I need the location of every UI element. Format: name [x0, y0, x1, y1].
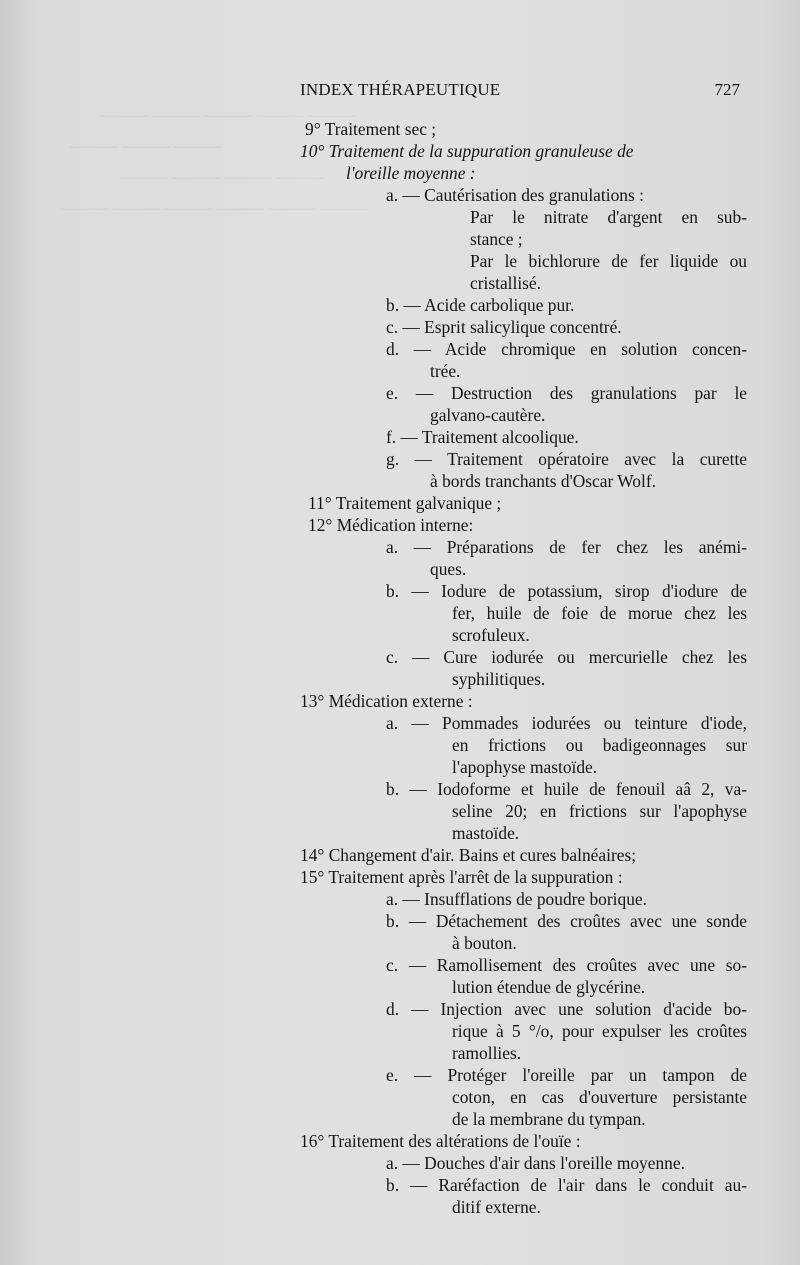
- text-line: à bords tranchants d'Oscar Wolf.: [430, 471, 656, 491]
- text-line: 14° Changement d'air. Bains et cures balnéaires;: [300, 845, 637, 865]
- text-line: c. — Ramollisement des croûtes avec une so-: [386, 955, 747, 975]
- text-line: lution étendue de glycérine.: [452, 977, 646, 997]
- text-line: f. — Traitement alcoolique.: [386, 427, 579, 447]
- text-line: de la membrane du tympan.: [452, 1109, 646, 1129]
- text-line: stance ;: [470, 229, 523, 249]
- text-line: 11° Traitement galvanique ;: [308, 493, 502, 513]
- text-line: b. — Acide carbolique pur.: [386, 295, 575, 315]
- text-line: l'oreille moyenne :: [346, 163, 476, 183]
- text-line: mastoïde.: [452, 823, 520, 843]
- text-line: ramollies.: [452, 1043, 522, 1063]
- text-line: à bouton.: [452, 933, 517, 953]
- text-line: d. — Acide chromique en solution concen-: [386, 339, 747, 359]
- text-line: a. — Cautérisation des granulations :: [386, 185, 644, 205]
- text-line: a. — Douches d'air dans l'oreille moyenne.: [386, 1153, 685, 1173]
- text-line: galvano-cautère.: [430, 405, 546, 425]
- text-line: l'apophyse mastoïde.: [452, 757, 598, 777]
- text-line: fer, huile de foie de morue chez les: [452, 603, 747, 623]
- text-line: b. — Raréfaction de l'air dans le conduit au-: [386, 1175, 747, 1195]
- text-line: rique à 5 °/o, pour expulser les croûtes: [452, 1021, 747, 1041]
- text-line: ques.: [430, 559, 467, 579]
- text-line: ditif externe.: [452, 1197, 541, 1217]
- text-line: g. — Traitement opératoire avec la curette: [386, 449, 747, 469]
- text-line: coton, en cas d'ouverture persistante: [452, 1087, 747, 1107]
- text-line: a. — Pommades iodurées ou teinture d'iode,: [386, 713, 747, 733]
- text-line: e. — Protéger l'oreille par un tampon de: [386, 1065, 747, 1085]
- text-line: 12° Médication interne:: [308, 515, 474, 535]
- text-line: 13° Médication externe :: [300, 691, 473, 711]
- text-line: 16° Traitement des altérations de l'ouïe :: [300, 1131, 581, 1151]
- text-line: b. — Iodoforme et huile de fenouil aâ 2, va-: [386, 779, 747, 799]
- text-line: d. — Injection avec une solution d'acide bo-: [386, 999, 747, 1019]
- text-line: Par le bichlorure de fer liquide ou: [470, 251, 747, 271]
- text-line: cristallisé.: [470, 273, 541, 293]
- running-header: [300, 80, 740, 102]
- text-line: seline 20; en frictions sur l'apophyse: [452, 801, 747, 821]
- page-number: 727: [714, 80, 740, 99]
- text-line: Par le nitrate d'argent en sub-: [470, 207, 747, 227]
- text-line: syphilitiques.: [452, 669, 546, 689]
- text-line: a. — Insufflations de poudre borique.: [386, 889, 647, 909]
- text-line: a. — Préparations de fer chez les anémi-: [386, 537, 747, 557]
- text-line: b. — Iodure de potassium, sirop d'iodure de: [386, 581, 747, 601]
- text-line: c. — Esprit salicylique concentré.: [386, 317, 622, 337]
- header-title: INDEX THÉRAPEUTIQUE: [300, 80, 501, 99]
- text-line: 9° Traitement sec ;: [305, 119, 437, 139]
- text-line: 15° Traitement après l'arrêt de la suppuration :: [300, 867, 623, 887]
- text-line: trée.: [430, 361, 461, 381]
- text-line: c. — Cure iodurée ou mercurielle chez les: [386, 647, 747, 667]
- text-line: b. — Détachement des croûtes avec une sonde: [386, 911, 747, 931]
- text-line: scrofuleux.: [452, 625, 530, 645]
- text-line: 10° Traitement de la suppuration granuleuse de: [300, 141, 634, 161]
- text-line: e. — Destruction des granulations par le: [386, 383, 747, 403]
- show-through-texture: ——— ——— ——— ——— ——— ——— ——— ——— ——— ——— ——— ——— ——— ——— ——— ——— ——— ———: [60, 107, 368, 217]
- text-line: en frictions ou badigeonnages sur: [452, 735, 747, 755]
